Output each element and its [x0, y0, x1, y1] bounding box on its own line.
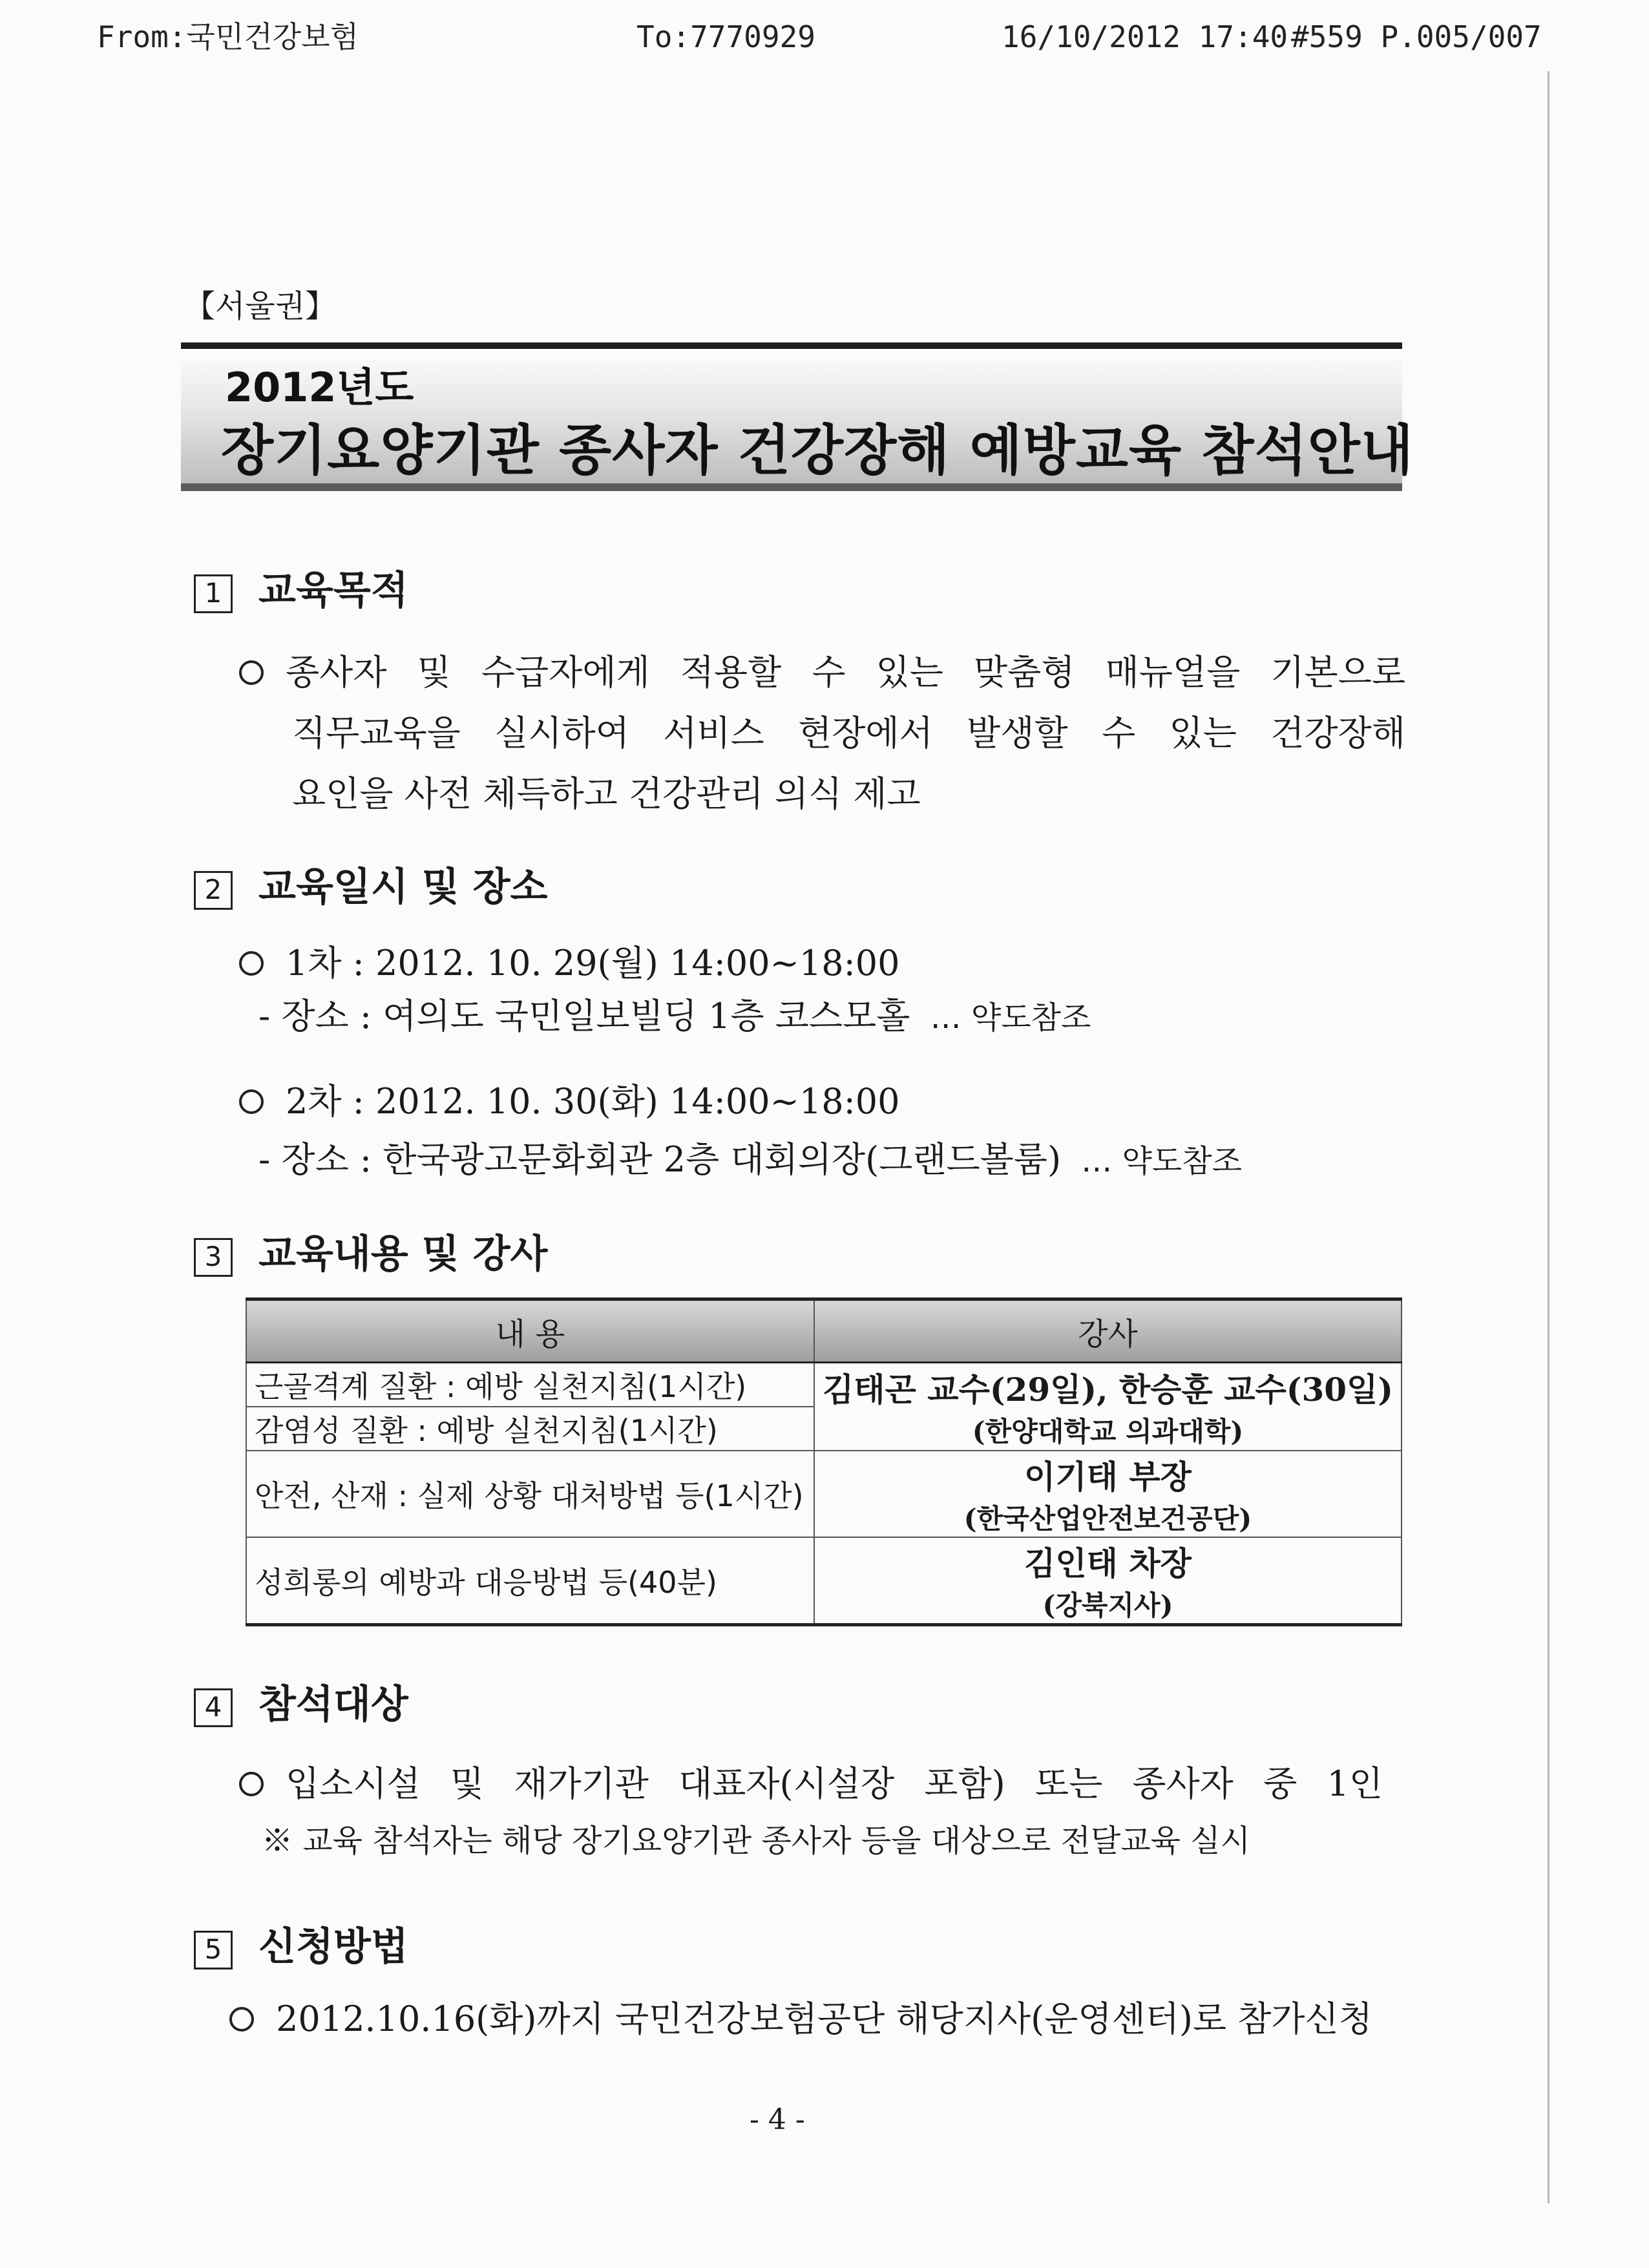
title-banner: [181, 342, 1414, 491]
lecture-content: 성희롱의 예방과 대응방법 등(40분): [246, 1537, 814, 1625]
session-2-place: - 장소 : 한국광고문화회관 2층 대회의장(그랜드볼룸) … 약도참조: [258, 1139, 1242, 1180]
lecture-table: [246, 1297, 1402, 1626]
section-title: 참석대상: [258, 1682, 408, 1727]
section-heading-application: [194, 1916, 408, 1971]
fax-page-number: #559 P.005/007: [1291, 19, 1542, 54]
circle-bullet-icon: [239, 1089, 264, 1114]
lecturer-name: 김인태 차장: [1024, 1544, 1192, 1582]
purpose-line-3: 요인을 사전 체득하고 건강관리 의식 제고: [292, 773, 921, 814]
region-label: 【서울권】: [184, 288, 337, 324]
section-number: 2: [194, 871, 233, 910]
section-number: 5: [194, 1931, 233, 1969]
session-1-place: - 장소 : 여의도 국민일보빌딩 1층 코스모홀 … 약도참조: [258, 996, 1091, 1036]
table-row: [246, 1363, 1402, 1407]
lecturer-cell: [814, 1451, 1402, 1537]
circle-bullet-icon: [229, 2007, 254, 2032]
lecturer-name: 이기태 부장: [1024, 1458, 1192, 1496]
table-row: [246, 1537, 1402, 1625]
session-1: 1차 : 2012. 10. 29(월) 14:00~18:00: [239, 936, 900, 985]
title-year: 2012년도: [225, 364, 414, 411]
session-2: 2차 : 2012. 10. 30(화) 14:00~18:00: [239, 1074, 900, 1124]
header-content: 내 용: [246, 1299, 814, 1363]
title-top-rule: [181, 342, 1402, 349]
page-number: - 4 -: [750, 2103, 805, 2136]
table-row: [246, 1451, 1402, 1537]
circle-bullet-icon: [239, 660, 264, 685]
header-lecturer: 강사: [814, 1299, 1402, 1363]
fax-recipient: To:7770929: [636, 19, 815, 54]
lecture-content: 안전, 산재 : 실제 상황 대처방법 등(1시간): [246, 1451, 814, 1537]
section-number: 1: [194, 574, 233, 613]
page-title: 장기요양기관 종사자 건강장해 예방교육 참석안내: [221, 419, 1414, 482]
scan-edge-line: [1548, 71, 1549, 2203]
lecture-content: 감염성 질환 : 예방 실천지침(1시간): [246, 1407, 814, 1451]
lecturer-cell: [814, 1537, 1402, 1625]
lecturer-org: (강북지사): [1042, 1590, 1173, 1621]
lecture-content: 근골격계 질환 : 예방 실천지침(1시간): [246, 1363, 814, 1407]
section-heading-content: [194, 1223, 548, 1279]
section-title: 교육일시 및 장소: [258, 865, 548, 910]
section-title: 신청방법: [258, 1924, 408, 1969]
purpose-line-2: 직무교육을 실시하여 서비스 현장에서 발생할 수 있는 건강장해: [292, 713, 1405, 753]
section-number: 3: [194, 1238, 233, 1277]
circle-bullet-icon: [239, 1772, 264, 1796]
section-heading-target: [194, 1674, 408, 1729]
purpose-line-1: 종사자 및 수급자에게 적용할 수 있는 맞춤형 매뉴얼을 기본으로: [239, 645, 1405, 695]
lecturer-org: (한양대학교 의과대학): [972, 1416, 1244, 1447]
lecturer-org: (한국산업안전보건공단): [963, 1503, 1252, 1535]
lecturer-cell: [814, 1363, 1402, 1451]
lecturer-name: 김태곤 교수(29일), 한승훈 교수(30일): [822, 1370, 1393, 1409]
table-header-row: [246, 1299, 1402, 1363]
section-heading-purpose: [194, 560, 408, 615]
section-number: 4: [194, 1688, 233, 1727]
fax-sender: From:국민건강보험: [97, 19, 359, 54]
fax-datetime: 16/10/2012 17:40: [1002, 19, 1288, 54]
circle-bullet-icon: [239, 951, 264, 976]
section-title: 교육목적: [258, 568, 408, 613]
target-line: 입소시설 및 재가기관 대표자(시설장 포함) 또는 종사자 중 1인: [239, 1756, 1383, 1806]
application-line: 2012.10.16(화)까지 국민건강보험공단 해당지사(운영센터)로 참가신청: [229, 1991, 1372, 2041]
target-note: ※ 교육 참석자는 해당 장기요양기관 종사자 등을 대상으로 전달교육 실시: [262, 1823, 1250, 1859]
section-title: 교육내용 및 강사: [258, 1232, 548, 1277]
section-heading-schedule: [194, 856, 548, 912]
